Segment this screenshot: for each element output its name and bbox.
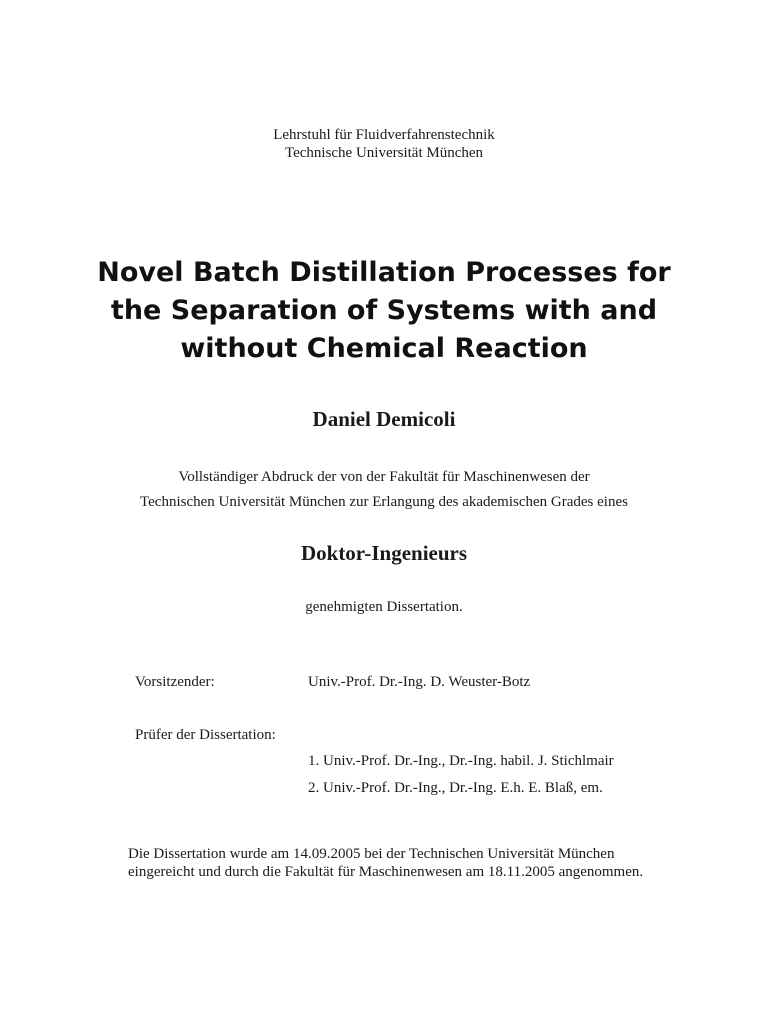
chair-person: Univ.-Prof. Dr.-Ing. D. Weuster-Botz	[308, 674, 531, 690]
approval-text: genehmigten Dissertation.	[305, 599, 463, 615]
submission-note	[128, 845, 708, 881]
reprint-line: Vollständiger Abdruck der von der Fakultät für Maschinenwesen der	[178, 469, 590, 485]
dissertation-title	[84, 254, 684, 368]
title-line: without Chemical Reaction	[180, 333, 588, 364]
reprint-line: Technischen Universität München zur Erlangung des akademischen Grades eines	[140, 494, 628, 510]
examiners-label: Prüfer der Dissertation:	[135, 727, 276, 743]
institution-header	[0, 126, 768, 162]
title-line: Novel Batch Distillation Processes for	[97, 257, 671, 288]
title-line: the Separation of Systems with and	[110, 295, 658, 326]
chair-label: Vorsitzender:	[135, 674, 215, 690]
chair-name: Lehrstuhl für Fluidverfahrenstechnik	[273, 127, 495, 143]
examiner-2: 2. Univ.-Prof. Dr.-Ing., Dr.-Ing. E.h. E. Blaß, em.	[308, 780, 603, 796]
author-name: Daniel Demicoli	[312, 407, 456, 431]
university-name: Technische Universität München	[284, 145, 484, 161]
examiner-1: 1. Univ.-Prof. Dr.-Ing., Dr.-Ing. habil. J. Stichlmair	[308, 753, 614, 769]
reprint-statement	[0, 465, 768, 515]
note-line: Die Dissertation wurde am 14.09.2005 bei der Technischen Universität München	[128, 846, 615, 862]
degree-title: Doktor-Ingenieurs	[300, 541, 468, 565]
note-line: eingereicht und durch die Fakultät für Maschinenwesen am 18.11.2005 angenommen.	[128, 864, 644, 880]
